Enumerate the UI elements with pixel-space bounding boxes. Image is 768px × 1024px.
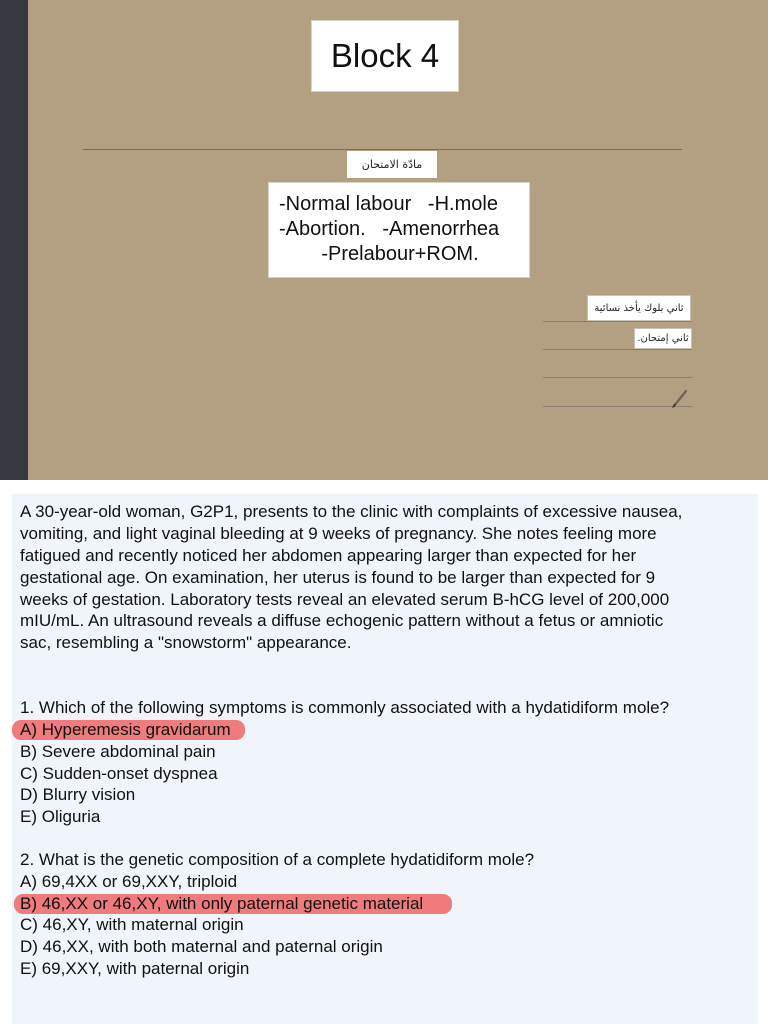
slide-title: Block 4: [330, 37, 440, 74]
note-line: [543, 321, 692, 322]
pencil-icon[interactable]: [671, 388, 689, 408]
q1-prompt: 1. Which of the following symptoms is commonly associated with a hydatidiform mole?: [20, 698, 670, 717]
case-line: vomiting, and light vaginal bleeding at 9 weeks of pregnancy. She notes feeling more: [20, 524, 657, 543]
q2-option-c: C) 46,XY, with maternal origin: [20, 915, 244, 934]
note-second-exam: ثاني إمتحان.: [634, 328, 692, 349]
q1-option-e: E) Oliguria: [20, 807, 101, 826]
case-line: sac, resembling a "snowstorm" appearance.: [20, 633, 352, 652]
case-line: fatigued and recently noticed her abdomen appearing larger than expected for her: [20, 546, 637, 565]
q2-option-a: A) 69,4XX or 69,XXY, triploid: [20, 872, 238, 891]
exam-subject-label: مادّة الامتحان: [347, 151, 437, 178]
divider-line: [83, 149, 682, 150]
title-box: [311, 20, 459, 92]
case-line: gestational age. On examination, her uterus is found to be larger than expected for 9: [20, 568, 656, 587]
q2-option-d: D) 46,XX, with both maternal and paternal origin: [20, 937, 383, 956]
case-line: weeks of gestation. Laboratory tests reveal an elevated serum B-hCG level of 200,000: [20, 590, 670, 609]
side-strip: [0, 0, 28, 480]
case-line: mIU/mL. An ultrasound reveals a diffuse echogenic pattern without a fetus or amniotic: [20, 611, 664, 630]
q1-option-a: A) Hyperemesis gravidarum: [20, 720, 231, 739]
q2-prompt: 2. What is the genetic composition of a complete hydatidiform mole?: [20, 850, 535, 869]
topics-line-1: -Normal labour -H.mole: [279, 193, 498, 215]
slide-panel: [0, 0, 768, 480]
topics-line-2: -Abortion. -Amenorrhea: [279, 218, 500, 240]
q1-option-b: B) Severe abdominal pain: [20, 742, 216, 761]
case-line: A 30-year-old woman, G2P1, presents to the clinic with complaints of excessive nausea,: [20, 502, 683, 521]
exam-topics-box: [268, 182, 530, 278]
q1-option-d: D) Blurry vision: [20, 785, 136, 804]
note-second-block: ثاني بلوك يأخذ نسائية: [587, 295, 691, 321]
topics-line-3: -Prelabour+ROM.: [321, 243, 479, 265]
note-line: [543, 349, 692, 350]
q1-option-c: C) Sudden-onset dyspnea: [20, 764, 218, 783]
q2-option-b: B) 46,XX or 46,XY, with only paternal genetic material: [20, 894, 424, 913]
note-line: [543, 377, 692, 378]
note-line: [543, 406, 692, 407]
q2-option-e: E) 69,XXY, with paternal origin: [20, 959, 250, 978]
